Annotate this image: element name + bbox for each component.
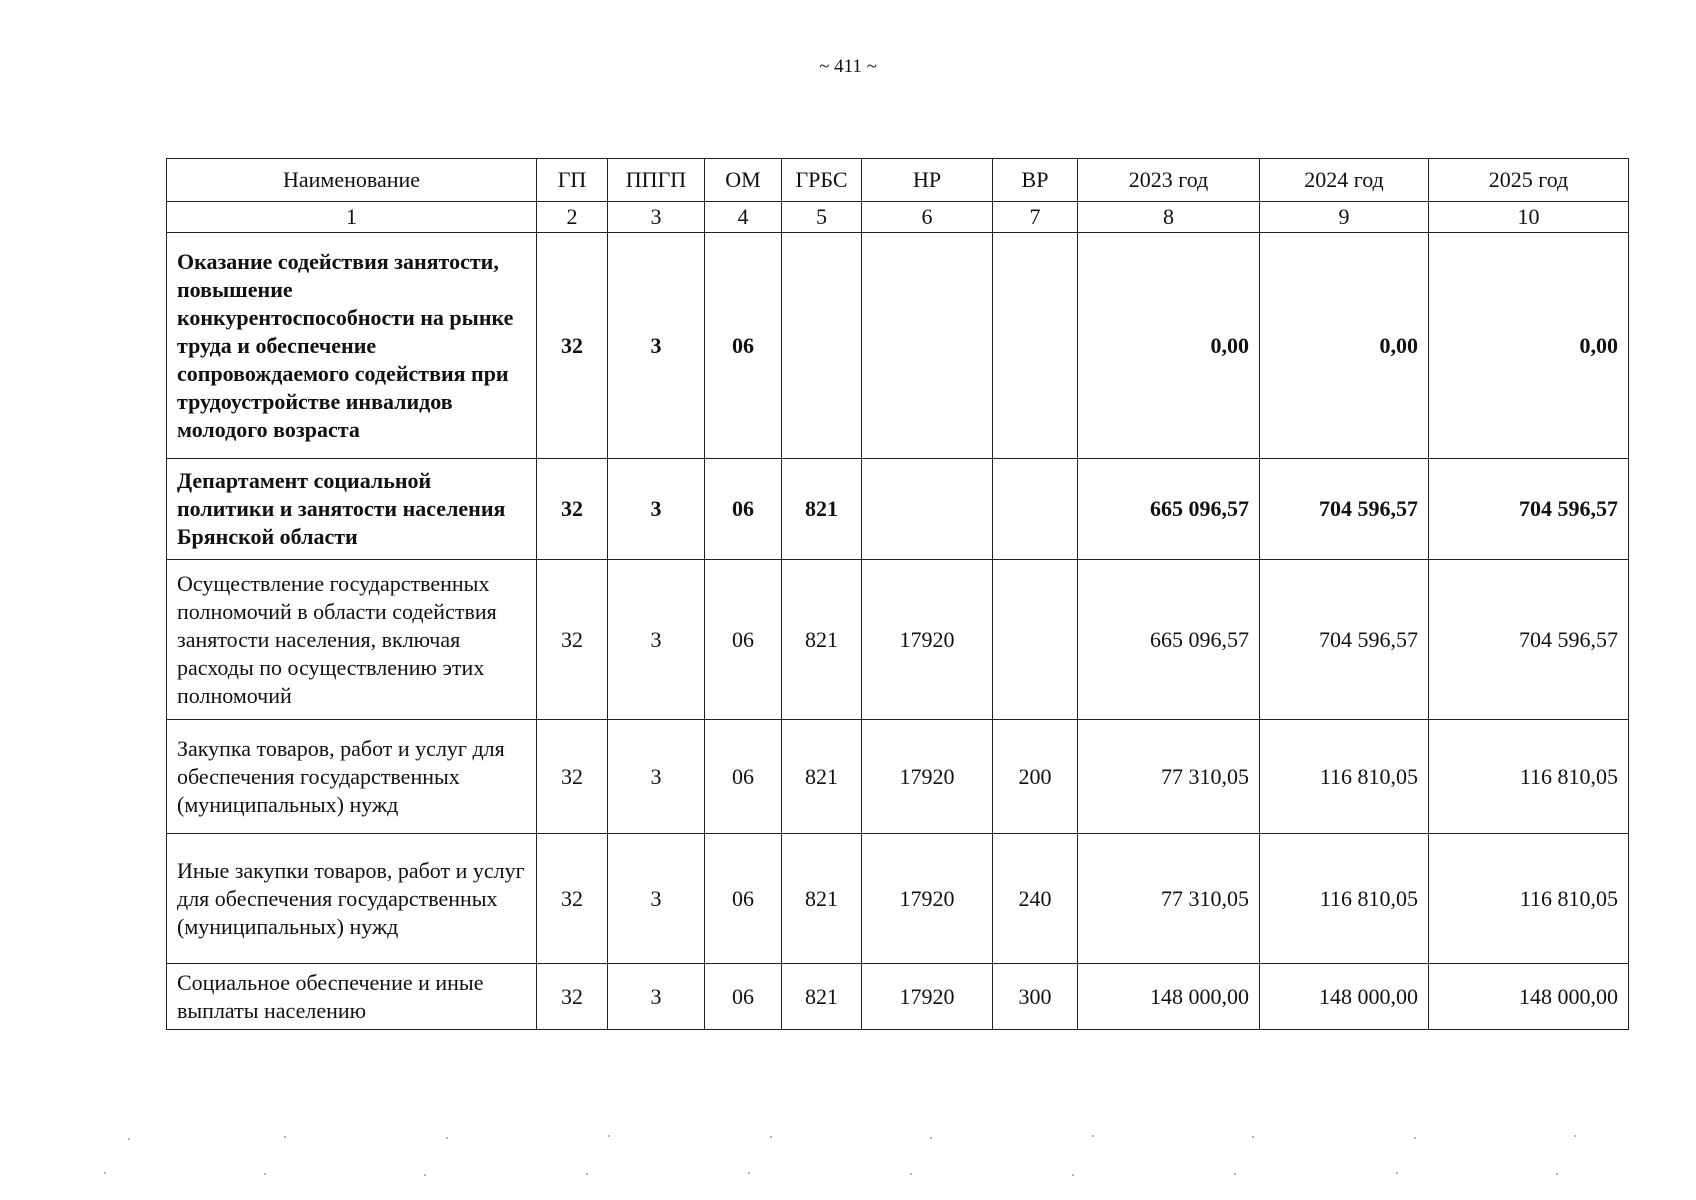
column-number: 1 bbox=[167, 202, 537, 233]
header-nr: НР bbox=[862, 159, 993, 202]
cell-om: 06 bbox=[705, 233, 782, 459]
table-header-row bbox=[167, 159, 1629, 202]
budget-table bbox=[166, 158, 1629, 1030]
header-2024: 2024 год bbox=[1260, 159, 1429, 202]
cell-nr: 17920 bbox=[862, 834, 993, 964]
scan-speck bbox=[1234, 1173, 1236, 1175]
cell-ppgp: 3 bbox=[608, 560, 705, 720]
scan-speck bbox=[1414, 1137, 1416, 1139]
cell-ppgp: 3 bbox=[608, 964, 705, 1030]
cell-2025: 148 000,00 bbox=[1429, 964, 1629, 1030]
cell-gp: 32 bbox=[537, 459, 608, 560]
column-number: 7 bbox=[993, 202, 1078, 233]
scan-speck bbox=[770, 1136, 772, 1138]
table-row bbox=[167, 964, 1629, 1030]
cell-grbs: 821 bbox=[782, 560, 862, 720]
scan-speck bbox=[1574, 1135, 1576, 1137]
cell-2024: 116 810,05 bbox=[1260, 720, 1429, 834]
cell-om: 06 bbox=[705, 834, 782, 964]
table-row bbox=[167, 560, 1629, 720]
column-number: 10 bbox=[1429, 202, 1629, 233]
cell-vr: 240 bbox=[993, 834, 1078, 964]
cell-nr: 17920 bbox=[862, 964, 993, 1030]
cell-nr: 17920 bbox=[862, 720, 993, 834]
table-row bbox=[167, 459, 1629, 560]
table-row bbox=[167, 233, 1629, 459]
row-name: Оказание содействия занятости, повышение конкурентоспособности на рынке труда и обеспечение сопровождаемого содействия при трудоустройстве инвалидов молодого возраста bbox=[167, 233, 537, 459]
cell-2025: 704 596,57 bbox=[1429, 560, 1629, 720]
scan-speck bbox=[1556, 1173, 1558, 1175]
column-number-row bbox=[167, 202, 1629, 233]
cell-vr: 200 bbox=[993, 720, 1078, 834]
cell-2023: 0,00 bbox=[1078, 233, 1260, 459]
scan-speck bbox=[930, 1137, 932, 1139]
header-grbs: ГРБС bbox=[782, 159, 862, 202]
cell-2024: 704 596,57 bbox=[1260, 560, 1429, 720]
scan-speck bbox=[1072, 1174, 1074, 1176]
header-vr: ВР bbox=[993, 159, 1078, 202]
row-name: Иные закупки товаров, работ и услуг для обеспечения государственных (муниципальных) нужд bbox=[167, 834, 537, 964]
scan-speck bbox=[910, 1173, 912, 1175]
table-row bbox=[167, 720, 1629, 834]
cell-grbs: 821 bbox=[782, 964, 862, 1030]
scan-speck bbox=[284, 1136, 286, 1138]
cell-om: 06 bbox=[705, 560, 782, 720]
cell-ppgp: 3 bbox=[608, 720, 705, 834]
cell-2024: 148 000,00 bbox=[1260, 964, 1429, 1030]
row-name: Закупка товаров, работ и услуг для обеспечения государственных (муниципальных) нужд bbox=[167, 720, 537, 834]
header-om: ОМ bbox=[705, 159, 782, 202]
table-row bbox=[167, 834, 1629, 964]
cell-2025: 704 596,57 bbox=[1429, 459, 1629, 560]
cell-om: 06 bbox=[705, 459, 782, 560]
page-number: ~ 411 ~ bbox=[819, 56, 877, 77]
cell-2023: 148 000,00 bbox=[1078, 964, 1260, 1030]
column-number: 9 bbox=[1260, 202, 1429, 233]
cell-2024: 116 810,05 bbox=[1260, 834, 1429, 964]
cell-2025: 0,00 bbox=[1429, 233, 1629, 459]
cell-nr bbox=[862, 459, 993, 560]
row-name: Осуществление государственных полномочий в области содействия занятости населения, включая расходы по осуществлению этих полномочий bbox=[167, 560, 537, 720]
header-2025: 2025 год bbox=[1429, 159, 1629, 202]
cell-nr: 17920 bbox=[862, 560, 993, 720]
cell-2023: 665 096,57 bbox=[1078, 459, 1260, 560]
column-number: 3 bbox=[608, 202, 705, 233]
column-number: 4 bbox=[705, 202, 782, 233]
cell-gp: 32 bbox=[537, 560, 608, 720]
cell-ppgp: 3 bbox=[608, 459, 705, 560]
row-name: Департамент социальной политики и занятости населения Брянской области bbox=[167, 459, 537, 560]
cell-vr bbox=[993, 560, 1078, 720]
header-ppgp: ППГП bbox=[608, 159, 705, 202]
cell-2024: 0,00 bbox=[1260, 233, 1429, 459]
scan-speck bbox=[446, 1137, 448, 1139]
cell-om: 06 bbox=[705, 964, 782, 1030]
cell-2025: 116 810,05 bbox=[1429, 834, 1629, 964]
header-2023: 2023 год bbox=[1078, 159, 1260, 202]
column-number: 8 bbox=[1078, 202, 1260, 233]
scan-speck bbox=[264, 1173, 266, 1175]
scan-speck bbox=[586, 1173, 588, 1175]
column-number: 2 bbox=[537, 202, 608, 233]
row-name: Социальное обеспечение и иные выплаты населению bbox=[167, 964, 537, 1030]
cell-grbs: 821 bbox=[782, 459, 862, 560]
cell-ppgp: 3 bbox=[608, 233, 705, 459]
scan-speck bbox=[424, 1174, 426, 1176]
cell-vr: 300 bbox=[993, 964, 1078, 1030]
cell-2025: 116 810,05 bbox=[1429, 720, 1629, 834]
cell-gp: 32 bbox=[537, 964, 608, 1030]
cell-grbs: 821 bbox=[782, 720, 862, 834]
header-name: Наименование bbox=[167, 159, 537, 202]
cell-gp: 32 bbox=[537, 834, 608, 964]
cell-vr bbox=[993, 459, 1078, 560]
cell-2024: 704 596,57 bbox=[1260, 459, 1429, 560]
cell-grbs: 821 bbox=[782, 834, 862, 964]
cell-vr bbox=[993, 233, 1078, 459]
cell-gp: 32 bbox=[537, 233, 608, 459]
cell-2023: 77 310,05 bbox=[1078, 834, 1260, 964]
cell-nr bbox=[862, 233, 993, 459]
cell-grbs bbox=[782, 233, 862, 459]
scan-speck bbox=[748, 1172, 750, 1174]
cell-ppgp: 3 bbox=[608, 834, 705, 964]
column-number: 6 bbox=[862, 202, 993, 233]
scan-speck bbox=[1092, 1135, 1094, 1137]
scan-speck bbox=[1396, 1172, 1398, 1174]
scan-speck bbox=[1252, 1136, 1254, 1138]
cell-gp: 32 bbox=[537, 720, 608, 834]
header-gp: ГП bbox=[537, 159, 608, 202]
scan-speck bbox=[128, 1138, 130, 1140]
scan-speck bbox=[104, 1172, 106, 1174]
column-number: 5 bbox=[782, 202, 862, 233]
cell-2023: 77 310,05 bbox=[1078, 720, 1260, 834]
cell-om: 06 bbox=[705, 720, 782, 834]
cell-2023: 665 096,57 bbox=[1078, 560, 1260, 720]
scan-speck bbox=[608, 1135, 610, 1137]
